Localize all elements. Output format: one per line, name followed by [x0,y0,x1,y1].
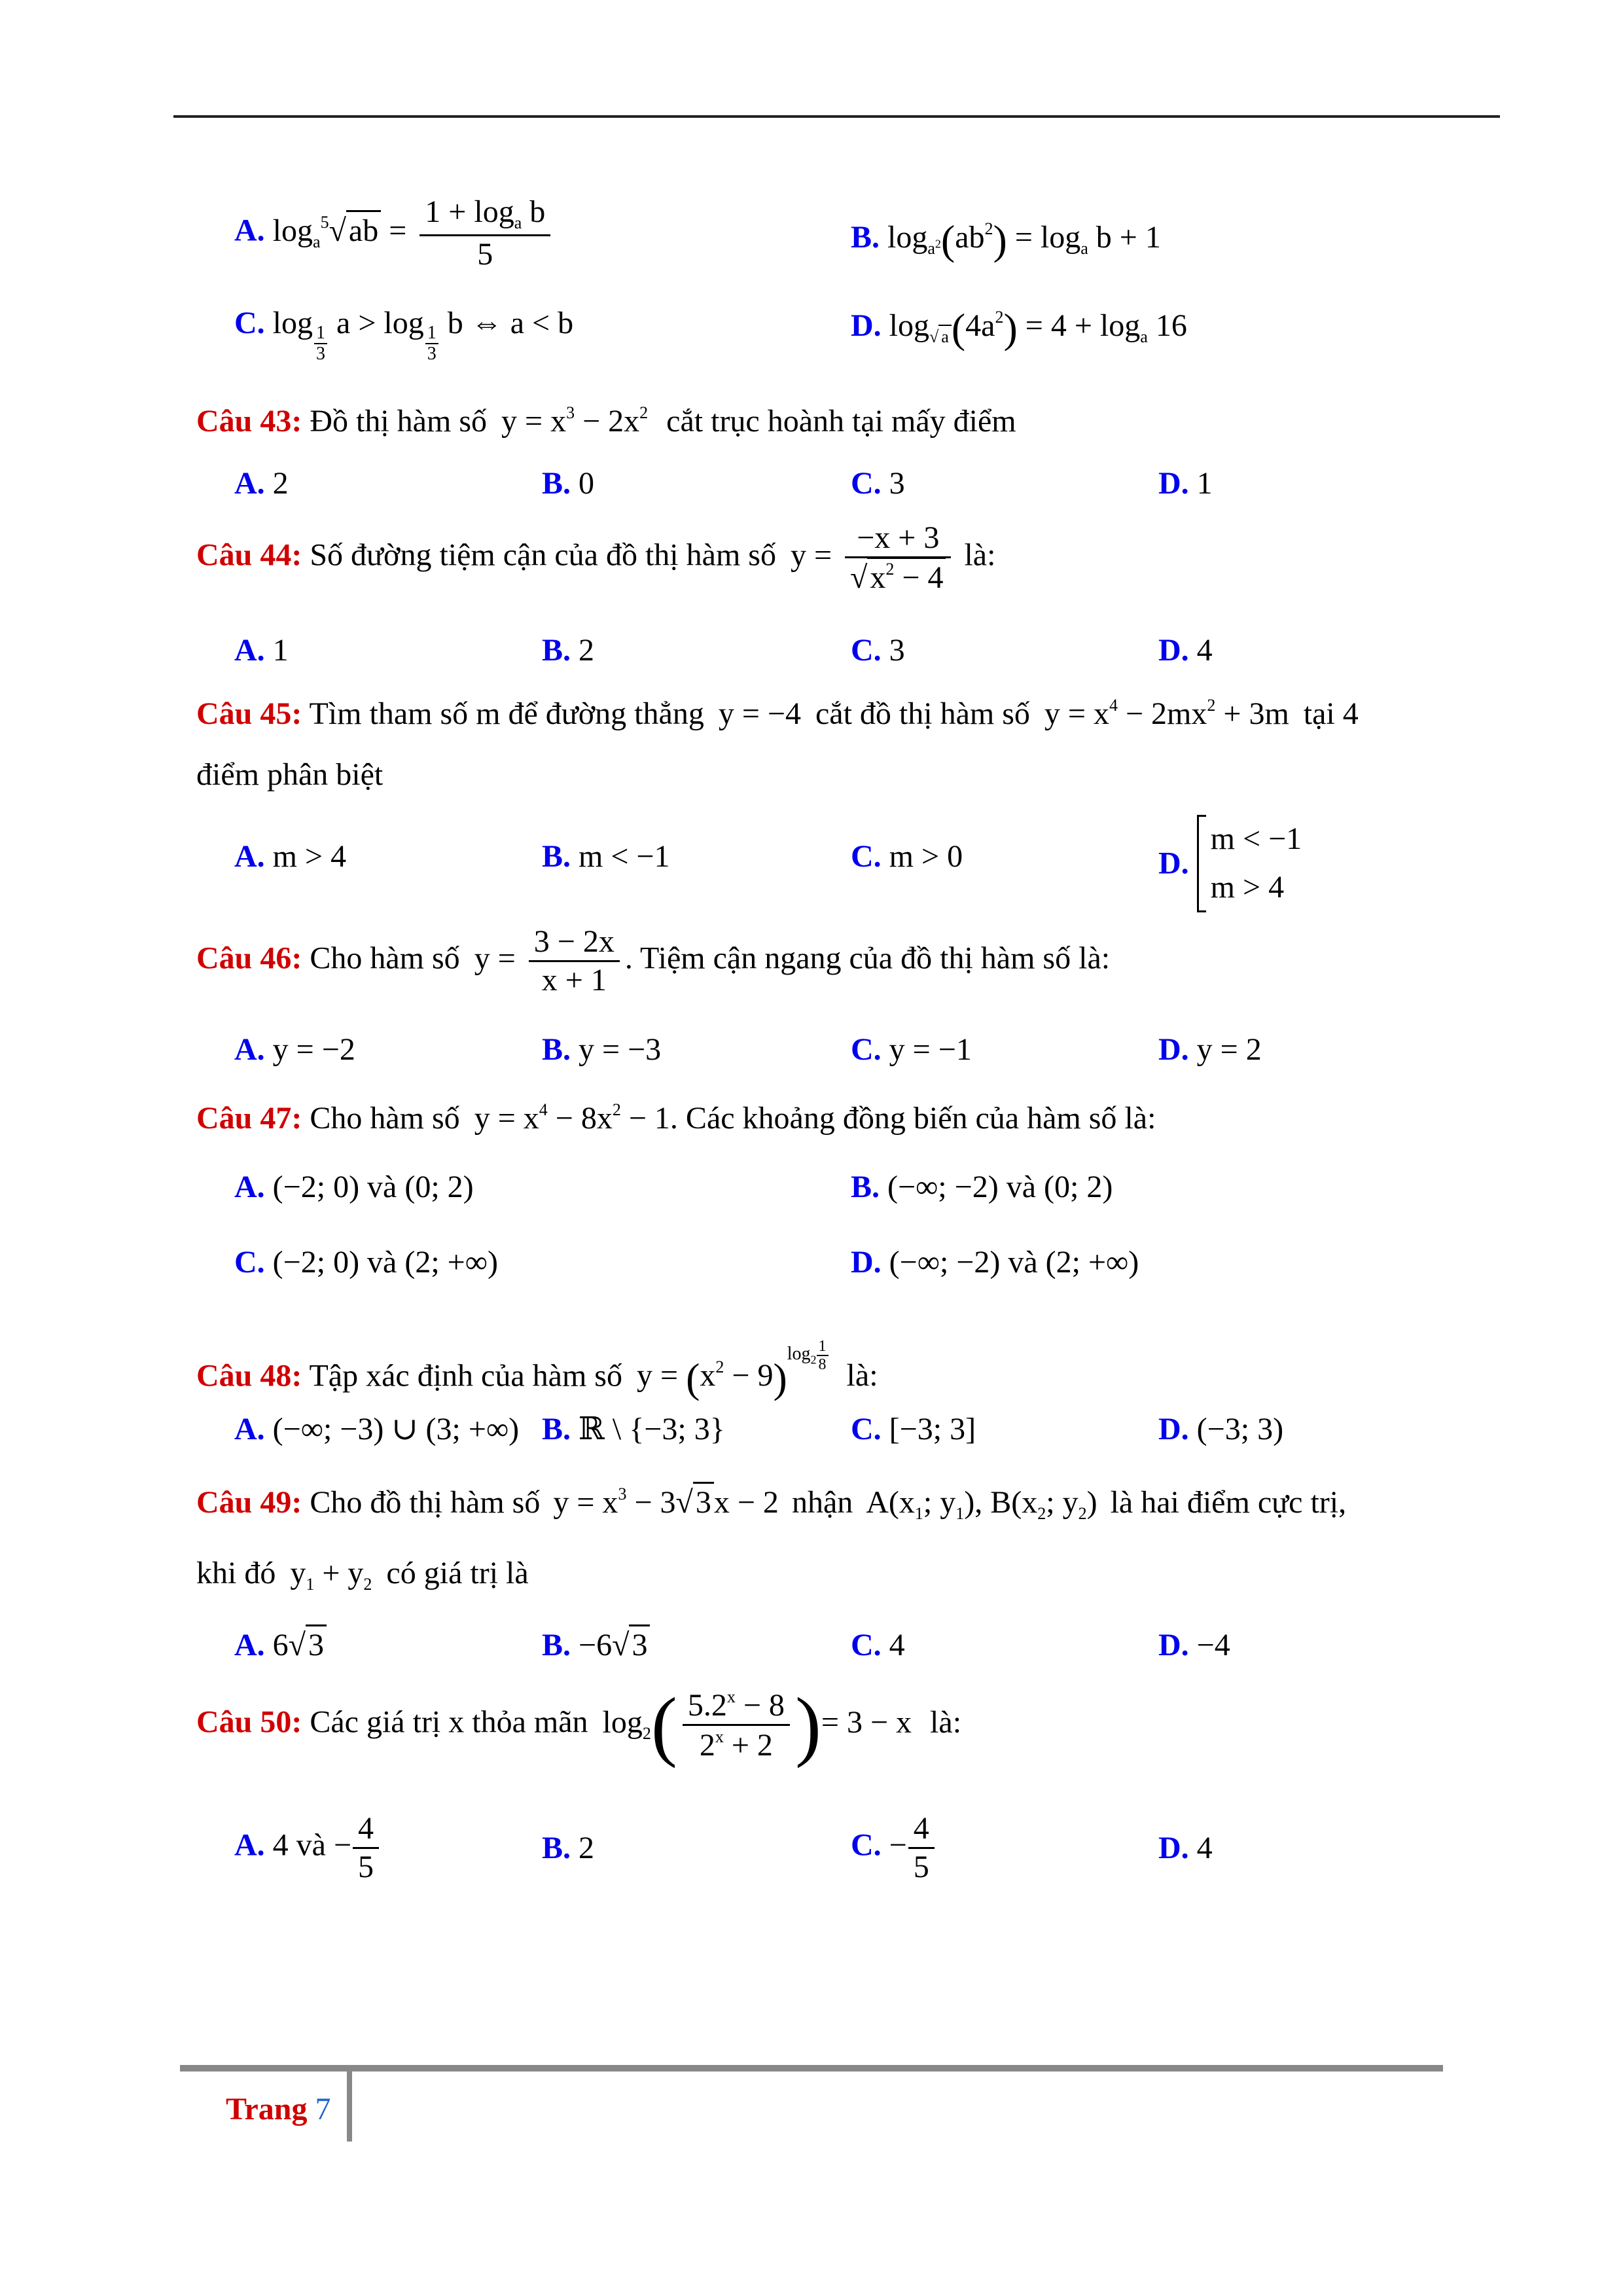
q44-option-c: C. 3 [851,633,905,668]
q47-option-d: D. (−∞; −2) và (2; +∞) [851,1245,1139,1280]
header-rule [173,115,1500,118]
q46-option-b: B. y = −3 [542,1032,662,1067]
q48-option-b: B. ℝ \ {−3; 3} [542,1412,725,1446]
q42-option-a: A. $\log_a^5√ab$ = $\frac{1 + \log_a b}{5}$ [234,196,556,270]
q43-option-b: B. 0 [542,466,595,501]
q45-option-a: A. m > 4 [234,839,347,874]
q45-option-d: D. m < −1 m > 4 [1158,815,1302,912]
q44-stem: Câu 44: Số đường tiệm cận của đồ thị hàm số y = $\frac{-x + 3}{√x^2 - 4}$ là: [196,520,996,595]
q50-option-c: C. − $\frac{4}{5}$ [851,1813,940,1883]
q47-stem: Câu 47: Cho hàm số $y = x^4 - 8x^2 - 1$. Các khoảng đồng biến của hàm số là: [196,1100,1156,1136]
q47-option-c: C. (−2; 0) và (2; +∞) [234,1245,498,1280]
q47-option-a: A. (−2; 0) và (0; 2) [234,1170,474,1204]
q50-option-d: D. 4 [1158,1831,1213,1865]
page-number: Trang 7 [226,2092,331,2126]
q44-option-d: D. 4 [1158,633,1213,668]
q42-a-fraction: $\frac{1 + \log_a b}{5}$ [419,196,550,270]
q50-option-a: A. 4 và − $\frac{4}{5}$ [234,1813,384,1883]
q44-option-b: B. 2 [542,633,595,668]
q42-option-c: C. log $\frac{1}{3}$ a > log $\frac{1}{3}$ b ⇔ a < b [234,306,574,364]
q43-option-c: C. 3 [851,466,905,501]
q45-option-c: C. m > 0 [851,839,963,874]
q42-option-d: D. $\log_{√ a}(4a^2) = 4 + \log_a 16$ [851,305,1187,351]
footer-divider [347,2070,352,2142]
q44-option-a: A. 1 [234,633,289,668]
q43-stem: Câu 43: Đồ thị hàm số $y = x^3 - 2x^2$ cắt trục hoành tại mấy điểm [196,403,1016,439]
q48-option-d: D. (−3; 3) [1158,1412,1284,1446]
q48-stem: Câu 48: Tập xác định của hàm số $y = (x^2 - 9)^{log_2 \frac{1}{8}}$ là: [196,1338,878,1402]
q45-d-bracket: m < −1 m > 4 [1197,815,1302,912]
q46-stem: Câu 46: Cho hàm số y = $\frac{3 - 2x}{x + 1}$ . Tiệm cận ngang của đồ thị hàm số là: [196,924,1111,997]
footer-rule [180,2065,1443,2072]
q46-option-c: C. y = −1 [851,1032,972,1067]
q42-option-b: B. $\log_{a^2}(ab^2) = \log_a b + 1$ [851,217,1161,263]
q49-option-c: C. 4 [851,1628,905,1662]
q46-option-d: D. y = 2 [1158,1032,1262,1067]
q45-stem: Câu 45: Tìm tham số m để đường thẳng y = −4 cắt đồ thị hàm số $y = x^4 - 2mx^2 + 3m$ tại 4 [196,696,1359,731]
q50-option-b: B. 2 [542,1831,595,1865]
q45-option-b: B. m < −1 [542,839,670,874]
q43-option-a: A. 2 [234,466,289,501]
q47-option-b: B. (−∞; −2) và (0; 2) [851,1170,1113,1204]
q43-option-d: D. 1 [1158,466,1213,501]
q49-stem: Câu 49: Cho đồ thị hàm số $y = x^3 - 3√3x - 2$ nhận $A(x_1$; $y_1$), $B(x_2$; $y_2$) là hai điểm cực trị, [196,1486,1346,1522]
q50-stem: Câu 50: Các giá trị x thỏa mãn $\log_2$( $\frac{5.2^x - 8}{2^x + 2}$ )= 3 − x là: [196,1681,962,1768]
q46-fraction: $\frac{3 - 2x}{x + 1}$ [529,926,620,996]
q49-option-d: D. −4 [1158,1628,1230,1662]
q49-stem-line2: khi đó $y_1 + y_2$ có giá trị là [196,1556,529,1594]
q46-option-a: A. y = −2 [234,1032,355,1067]
q49-option-b: B. −6√3 [542,1630,650,1661]
q44-fraction: $\frac{-x + 3}{√x^2 - 4}$ [845,522,951,594]
q48-option-a: A. (−∞; −3) ∪ (3; +∞) [234,1412,520,1446]
q50-fraction: $\frac{5.2^x - 8}{2^x + 2}$ [683,1689,790,1761]
q48-option-c: C. [−3; 3] [851,1412,976,1446]
q49-option-a: A. 6√3 [234,1630,327,1661]
q45-stem-line2: điểm phân biệt [196,757,383,792]
